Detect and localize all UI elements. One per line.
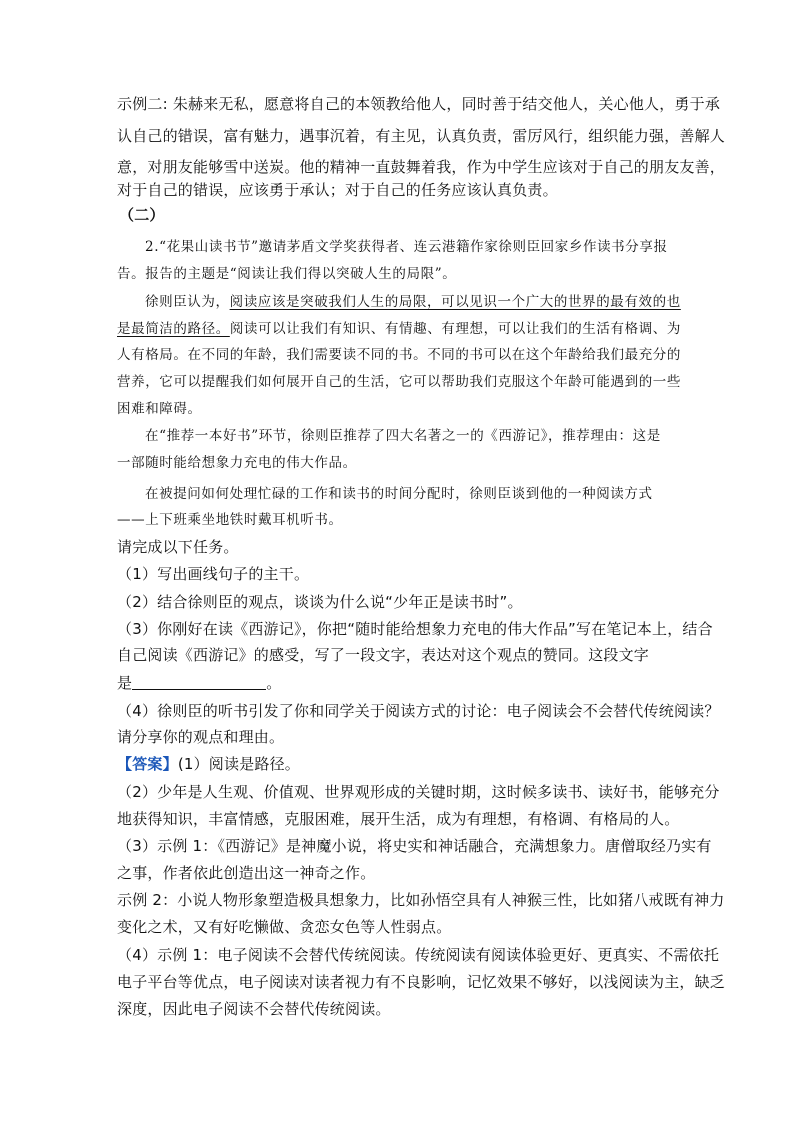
underlined-sentence-part-2: 是最简洁的路径。 — [117, 321, 230, 337]
example2-line-3: 意，对朋友能够雪中送炭。他的精神一直鼓舞着我，作为中学生应该对于自己的朋友友善， — [117, 158, 726, 176]
material-p1-line-2: 告。报告的主题是“阅读让我们得以突破人生的局限”。 — [117, 266, 457, 282]
answer-blank — [132, 673, 266, 690]
example2-line-4: 对于自己的错误，应该勇于承认；对于自己的任务应该认真负责。 — [117, 181, 558, 199]
task-3-prefix: 是 — [117, 674, 133, 692]
answer-1: (1）阅读是路径。 — [177, 755, 301, 773]
material-p2-line-5: 困难和障碍。 — [117, 401, 202, 417]
answer-2-line-1: （2）少年是人生观、价值观、世界观形成的关键时期，这时候多读书、读好书，能够充分 — [117, 783, 720, 801]
material-p2-line-2 — [117, 317, 682, 341]
task-4-line-1: （4）徐则臣的听书引发了你和同学关于阅读方式的讨论：电子阅读会不会替代传统阅读？ — [117, 702, 720, 720]
task-3-line-3 — [117, 671, 677, 695]
tasks-intro: 请完成以下任务。 — [117, 538, 239, 556]
material-p3-line-1: 在“推荐一本好书”环节，徐则臣推荐了四大名著之一的《西游记》，推荐理由：这是 — [145, 428, 661, 444]
answer-4-line-3: 深度，因此电子阅读不会替代传统阅读。 — [117, 1000, 391, 1018]
section-heading: （二） — [119, 206, 165, 224]
task-3-line-2: 自己阅读《西游记》的感受，写了一段文字，表达对这个观点的赞同。这段文字 — [117, 646, 650, 664]
material-p3-line-2: 一部随时能给想象力充电的伟大作品。 — [117, 455, 357, 471]
answer-4-line-2: 电子平台等优点，电子阅读对读者视力有不良影响，记忆效果不够好，以浅阅读为主，缺乏 — [117, 973, 726, 991]
answer-tag: 【答案】 — [117, 755, 178, 773]
task-3-suffix: 。 — [266, 674, 282, 692]
answer-3-line-1: （3）示例 1：《西游记》是神魔小说，将史实和神话融合，充满想象力。唐僧取经乃实有 — [117, 837, 712, 855]
material-p2-line-3: 人有格局。在不同的年龄，我们需要读不同的书。不同的书可以在这个年龄给我们最充分的 — [117, 347, 681, 363]
task-2: （2）结合徐则臣的观点，谈谈为什么说“少年正是读书时”。 — [117, 593, 523, 611]
answer-3-line-2: 之事，作者依此创造出这一神奇之作。 — [117, 864, 376, 882]
material-p2-plain: 徐则臣认为， — [145, 294, 230, 310]
task-3-line-1: （3）你刚好在读《西游记》，你把“随时能给想象力充电的伟大作品”写在笔记本上，结合 — [117, 620, 713, 638]
task-4-line-2: 请分享你的观点和理由。 — [117, 728, 285, 746]
material-p2-plain-2: 阅读可以让我们有知识、有情趣、有理想，可以让我们的生活有格调、为 — [229, 321, 682, 337]
answer-3-line-3: 示例 2：小说人物形象塑造极具想象力，比如孙悟空具有人神猴三性，比如猪八戒既有神力 — [117, 891, 725, 909]
material-p4-line-2: ——上下班乘坐地铁时戴耳机听书。 — [117, 512, 343, 528]
material-p1-line-1: 2.“花果山读书节”邀请茅盾文学奖获得者、连云港籍作家徐则臣回家乡作读书分享报 — [145, 239, 668, 255]
underlined-sentence-part-1: 阅读应该是突破我们人生的局限，可以见识一个广大的世界的最有效的也 — [229, 294, 681, 310]
material-p4-line-1: 在被提问如何处理忙碌的工作和读书的时间分配时，徐则臣谈到他的一种阅读方式 — [145, 486, 653, 502]
answer-2-line-2: 地获得知识，丰富情感，克服困难，展开生活，成为有理想，有格调、有格局的人。 — [117, 810, 680, 828]
material-p2-line-4: 营养，它可以提醒我们如何展开自己的生活，它可以帮助我们克服这个年龄可能遇到的一些 — [117, 374, 681, 390]
task-1: （1）写出画线句子的主干。 — [117, 565, 310, 583]
answer-line-1 — [117, 752, 677, 776]
example2-line-2: 认自己的错误，富有魅力，遇事沉着，有主见，认真负责，雷厉风行，组织能力强，善解人 — [117, 127, 726, 145]
example2-line-1: 示例二: 朱赫来无私，愿意将自己的本领教给他人，同时善于结交他人，关心他人，勇于承 — [117, 95, 721, 113]
answer-3-line-4: 变化之术，又有好吃懒做、贪恋女色等人性弱点。 — [117, 918, 452, 936]
material-p2-line-1 — [145, 290, 705, 314]
answer-4-line-1: （4）示例 1：电子阅读不会替代传统阅读。传统阅读有阅读体验更好、更真实、不需依托 — [117, 946, 720, 964]
